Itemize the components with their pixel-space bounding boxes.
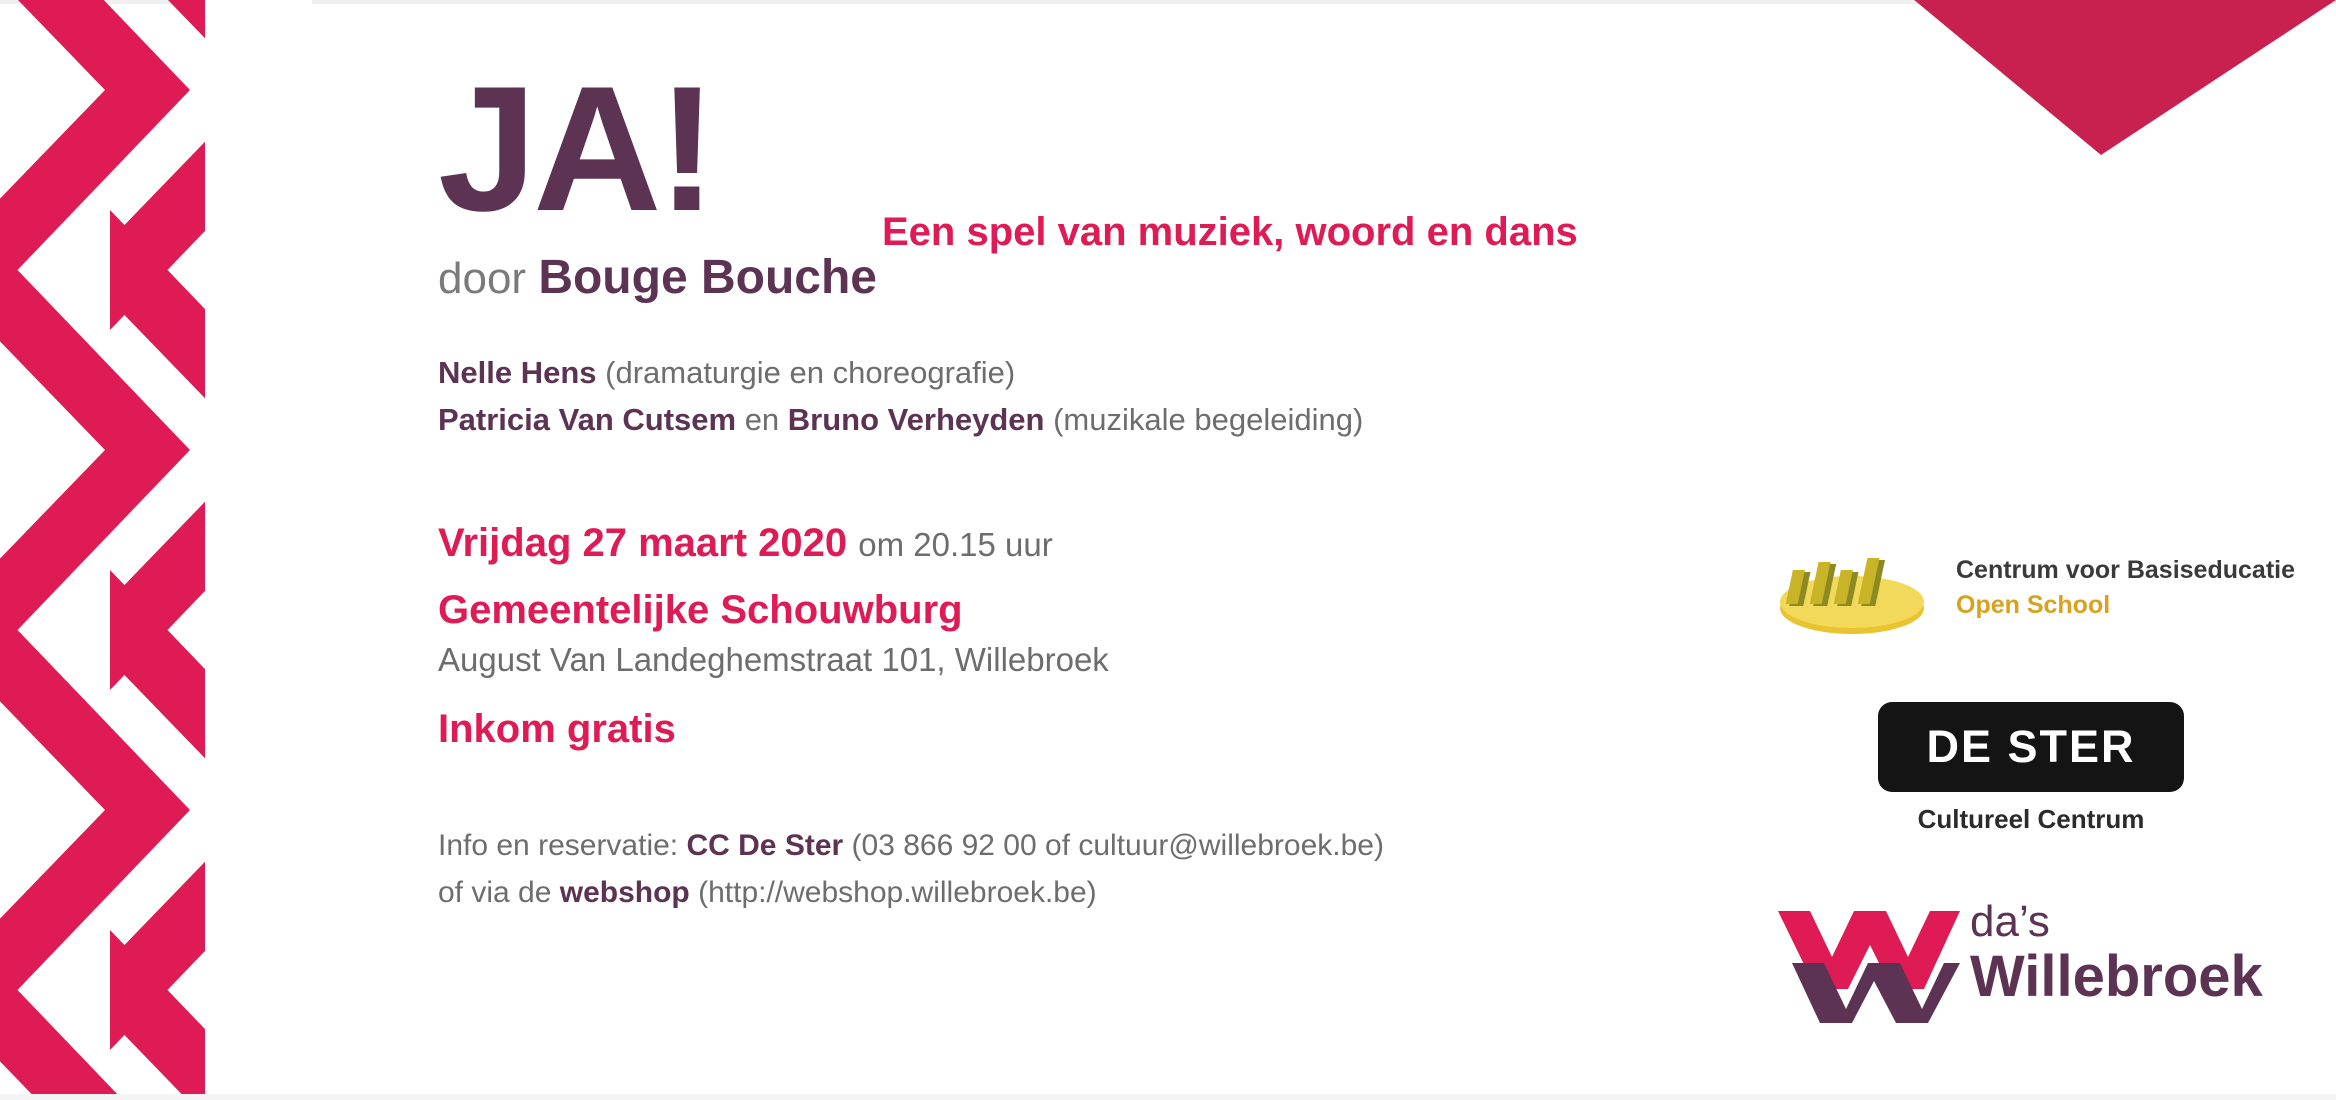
logo-das-willebroek [1774,889,2294,1029]
logo-cbe-line2: Open School [1956,591,2111,619]
logo-de-ster [1878,702,2184,835]
info-webshop-url: (http://webshop.willebroek.be) [689,876,1097,909]
info-line-1 [438,822,1738,869]
info-line-2 [438,869,1738,916]
info-via-prefix: of via de [438,876,560,909]
logo-de-ster-subtitle: Cultureel Centrum [1917,804,2145,834]
event-entry: Inkom gratis [438,707,676,751]
company-name: Bouge Bouche [538,251,877,304]
credit-name-2b: Bruno Verheyden [787,402,1045,437]
by-prefix: door [438,254,527,303]
logo-de-ster-plate [1878,702,2184,792]
event-date-line [438,521,1738,566]
logo-centrum-basiseducatie [1774,540,2294,650]
credits-block [438,349,1738,443]
info-contact: (03 866 92 00 of cultuur@willebroek.be) [843,829,1384,862]
flyer-content [438,49,1738,916]
open-school-mark-icon [1774,546,1944,646]
scan-edge-bottom [0,1094,2336,1100]
when-where-block [438,521,1738,752]
logo-de-ster-name: DE STER [1926,721,2136,772]
credit-name-2a: Patricia Van Cutsem [438,402,737,437]
credit-name: Nelle Hens [438,355,597,390]
info-organisation: CC De Ster [686,829,844,862]
logo-willebroek-name: Willebroek [1970,944,2263,1009]
event-address: August Van Landeghemstraat 101, Willebroek [438,641,1109,678]
event-venue: Gemeentelijke Schouwburg [438,588,963,632]
credit-line-1 [438,349,1738,396]
info-block [438,822,1738,916]
tagline: Een spel van muziek, woord en dans [882,210,1578,254]
logo-cbe-line1: Centrum voor Basiseducatie [1956,556,2295,584]
zigzag-band-decoration [0,0,312,1100]
credit-role-2: (muzikale begeleiding) [1044,402,1364,437]
info-webshop-label: webshop [559,876,690,909]
page-title: JA! [438,49,713,248]
info-label: Info en reservatie: [438,829,687,862]
credit-line-2 [438,396,1738,443]
logo-column [1774,540,2294,1029]
credit-role: (dramaturgie en choreografie) [596,355,1016,390]
double-w-mark-icon [1774,905,1962,1025]
corner-triangle-decoration [1866,0,2336,160]
logo-willebroek-das: da’s [1970,897,2050,946]
title-row [438,49,1738,260]
credit-conjunction: en [736,402,788,437]
logo-cbe-text [1956,556,2295,620]
event-date: Vrijdag 27 maart 2020 [438,521,848,565]
event-time: om 20.15 uur [858,526,1053,563]
